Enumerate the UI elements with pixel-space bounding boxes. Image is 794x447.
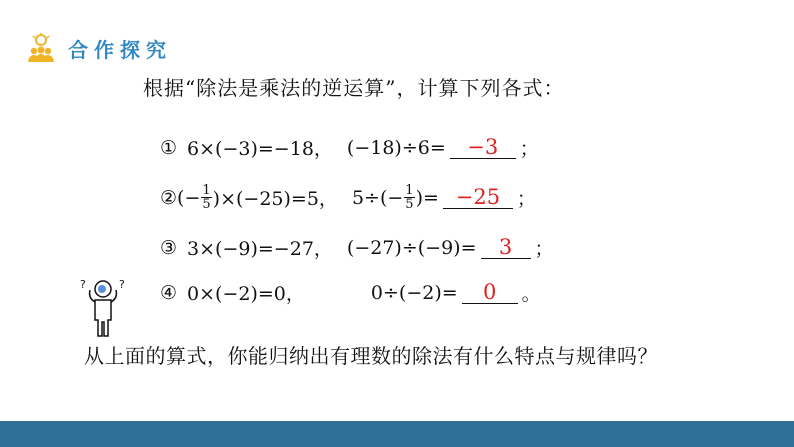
fraction-denominator: 5 [405,197,414,212]
equation-row-2 [160,184,536,211]
intro-text: 根据“除法是乘法的逆运算”，计算下列各式： [143,76,565,100]
equation-row-1 [160,134,539,161]
section-header [26,33,172,63]
row-end-punct: 。 [521,283,541,305]
thinking-person-icon [78,276,128,338]
row-end-punct: ； [519,138,539,160]
discussion-question: 从上面的算式，你能归纳出有理数的除法有什么特点与规律吗？ [84,344,658,368]
division-expression: (−27)÷(−9)= [346,236,477,259]
question-mark-right: ? [119,278,125,291]
multiplication-equation: 6×(−3)=−18， [187,138,333,160]
answer-blank: −3 [450,136,516,159]
fraction-one-fifth [404,184,414,211]
equation-row-3 [160,234,554,261]
row-number: ④ [160,281,178,304]
division-expression: (−18)÷6= [346,136,446,159]
answer-blank: 3 [481,236,531,259]
row-end-punct: ； [516,188,536,210]
answer-blank: 0 [462,281,518,304]
footer-bar [0,421,794,447]
fraction-one-fifth [201,184,211,211]
division-expression-pre: 5÷(− [351,186,404,209]
multiplication-equation-open: (− [177,186,201,209]
row-number: ① [160,136,178,159]
fraction-numerator: 1 [405,183,414,198]
section-title: 合作探究 [68,37,172,62]
multiplication-equation-rest: )×(−25)=5， [212,188,338,210]
question-mark-left: ? [80,278,86,291]
multiplication-equation: 3×(−9)=−27， [187,238,333,260]
division-expression: 0÷(−2)= [370,281,458,304]
answer-blank: −25 [443,186,513,209]
fraction-numerator: 1 [202,183,211,198]
division-expression-post: )= [415,186,439,209]
equation-row-4 [160,279,541,306]
row-end-punct: ； [534,238,554,260]
row-number: ② [160,186,178,209]
multiplication-equation: 0×(−2)=0， [187,283,305,305]
row-number: ③ [160,236,178,259]
team-idea-icon [26,33,56,63]
fraction-denominator: 5 [202,197,211,212]
